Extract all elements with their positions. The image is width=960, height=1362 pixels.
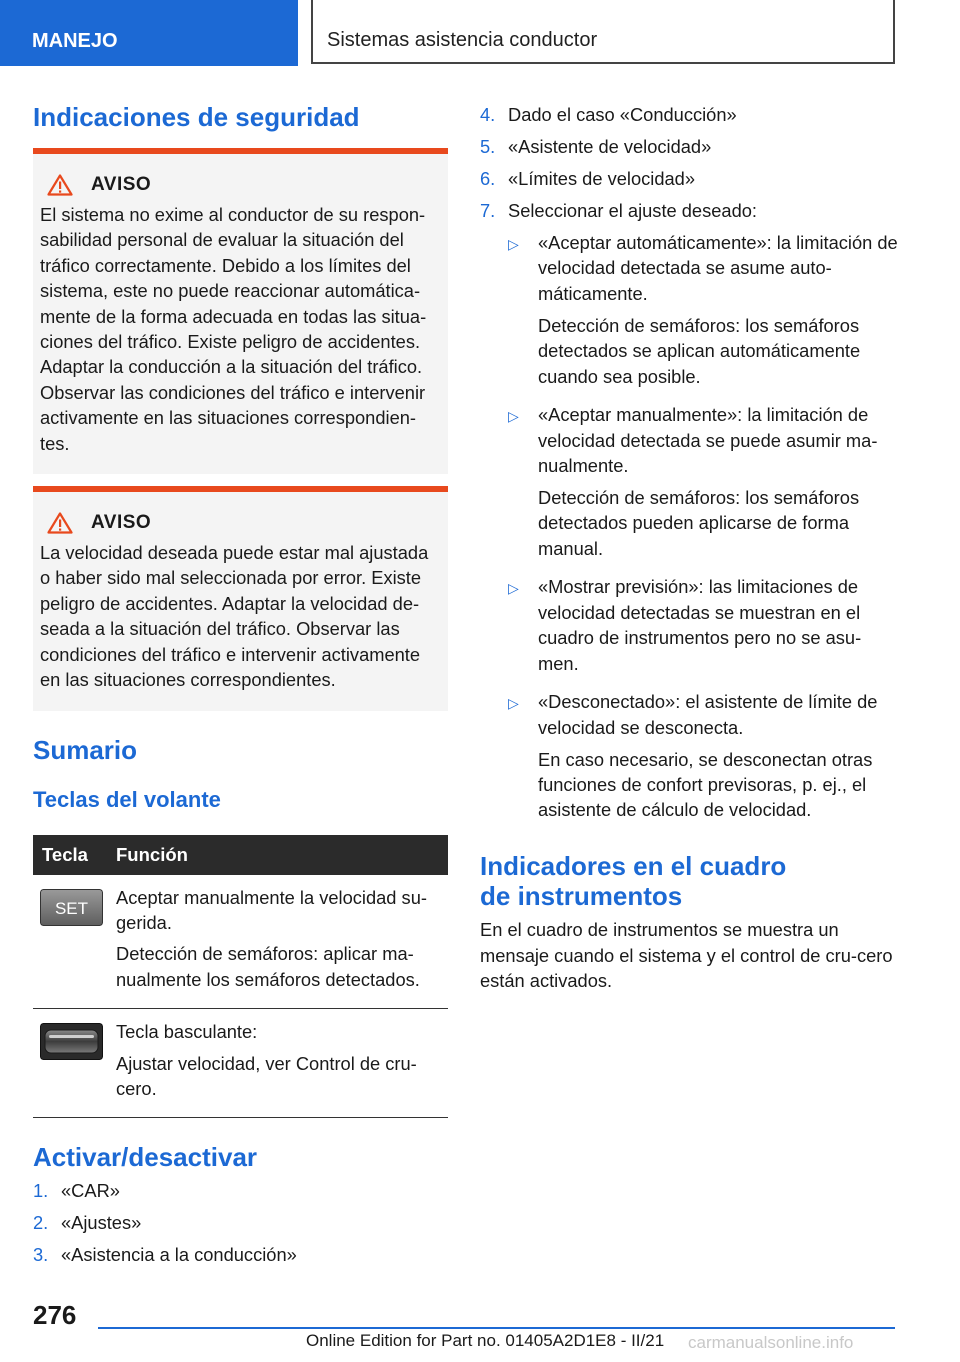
table-row	[33, 875, 448, 1010]
footer-divider	[98, 1327, 895, 1329]
steps-list-right	[480, 102, 900, 223]
set-button-icon	[40, 889, 103, 926]
column-header-key: Tecla	[42, 843, 88, 865]
function-text: Ajustar velocidad, ver Control de cru-cero.	[116, 1052, 417, 1099]
warning-label: AVISO	[91, 174, 152, 195]
set-key-label: SET	[54, 898, 89, 918]
option-item: ▷ «Aceptar manualmente»: la limitación de velocidad detectada se puede asumir ma-nualmente. Detección de semáforos: los semáforos detectados pueden aplicarse de forma manual.	[508, 402, 900, 568]
instruments-text: En el cuadro de instrumentos se muestra un mensaje cuando el sistema y el control de cru-cero están activados.	[480, 919, 893, 992]
table-header	[33, 835, 448, 875]
warning-text: La velocidad deseada puede estar mal ajustada o haber sido mal seleccionada por error. Existe peligro de accidentes. Adaptar la velocidad de-seada a la situación del tráfico. Observar las condiciones del tráfico e intervenir activamente en las situaciones correspondientes.	[40, 542, 429, 691]
steering-keys-subheading: Teclas del volante	[33, 786, 221, 812]
warning-triangle-icon	[47, 512, 73, 534]
function-text: Tecla basculante:	[116, 1021, 258, 1043]
column-header-function: Función	[116, 843, 188, 865]
instruments-heading: Indicadores en el cuadro de instrumentos	[480, 851, 787, 912]
list-item: 4. Dado el caso «Conducción»	[480, 104, 737, 125]
edition-text: Online Edition for Part no. 01405A2D1E8 - II/21	[306, 1331, 665, 1350]
chapter-title: Sistemas asistencia conductor	[311, 0, 895, 64]
triangle-bullet-icon: ▷	[508, 580, 519, 597]
table-row	[33, 1009, 448, 1118]
page-header	[0, 0, 960, 66]
activate-heading: Activar/desactivar	[33, 1142, 258, 1173]
summary-heading: Sumario	[33, 734, 138, 765]
warning-box-1	[33, 148, 448, 474]
section-tab[interactable]: MANEJO	[0, 0, 298, 66]
triangle-bullet-icon: ▷	[508, 236, 519, 252]
function-text: Aceptar manualmente la velocidad su-gerida.	[116, 886, 427, 933]
options-list	[508, 230, 900, 829]
option-item: ▷ «Mostrar previsión»: las limitaciones de velocidad detectadas se muestran en el cuadro de instrumentos pero no se asu-men.	[508, 574, 900, 682]
list-item: 1. «CAR»	[33, 1180, 120, 1202]
list-item: 5. «Asistente de velocidad»	[480, 136, 712, 157]
list-item: 3. «Asistencia a la conducción»	[33, 1244, 297, 1266]
right-column	[480, 102, 900, 994]
left-column	[33, 100, 448, 1274]
option-item: ▷ «Desconectado»: el asistente de límite de velocidad se desconecta. En caso necesario, se desconectan otras funciones de confort previsoras, p. ej., el asistente de cálculo de velocidad.	[508, 689, 900, 829]
watermark: carmanualsonline.info	[688, 1333, 854, 1352]
warning-label: AVISO	[91, 512, 152, 534]
list-item: 7. Seleccionar el ajuste deseado:	[480, 200, 757, 221]
safety-heading: Indicaciones de seguridad	[33, 102, 360, 132]
page-number: 276	[33, 1300, 77, 1330]
list-item: 2. «Ajustes»	[33, 1212, 142, 1234]
warning-box-2	[33, 486, 448, 710]
warning-triangle-icon	[47, 174, 73, 196]
steps-list-left	[33, 1178, 448, 1267]
triangle-bullet-icon: ▷	[508, 408, 519, 425]
option-item: ▷ «Aceptar automáticamente»: la limitación de velocidad detectada se asume auto-máticamente. Detección de semáforos: los semáforos detectados se aplican automáticamente cuando sea posible.	[508, 230, 900, 396]
list-item: 6. «Límites de velocidad»	[480, 168, 695, 189]
rocker-switch-icon	[40, 1023, 103, 1060]
keys-table	[33, 835, 448, 1119]
warning-text: El sistema no exime al conductor de su respon-sabilidad personal de evaluar la situación del tráfico correctamente. Debido a los límites del sistema, este no puede reaccionar automática-mente de la forma adecuada en todas las situa-ciones del tráfico. Existe peligro de accidentes. Adaptar la conducción a la situación del tráfico. Observar las condiciones del tráfico e intervenir activamente en las situaciones correspondien-tes.	[40, 204, 427, 454]
triangle-bullet-icon: ▷	[508, 695, 519, 712]
function-text: Detección de semáforos: aplicar ma-nualmente los semáforos detectados.	[116, 943, 420, 990]
